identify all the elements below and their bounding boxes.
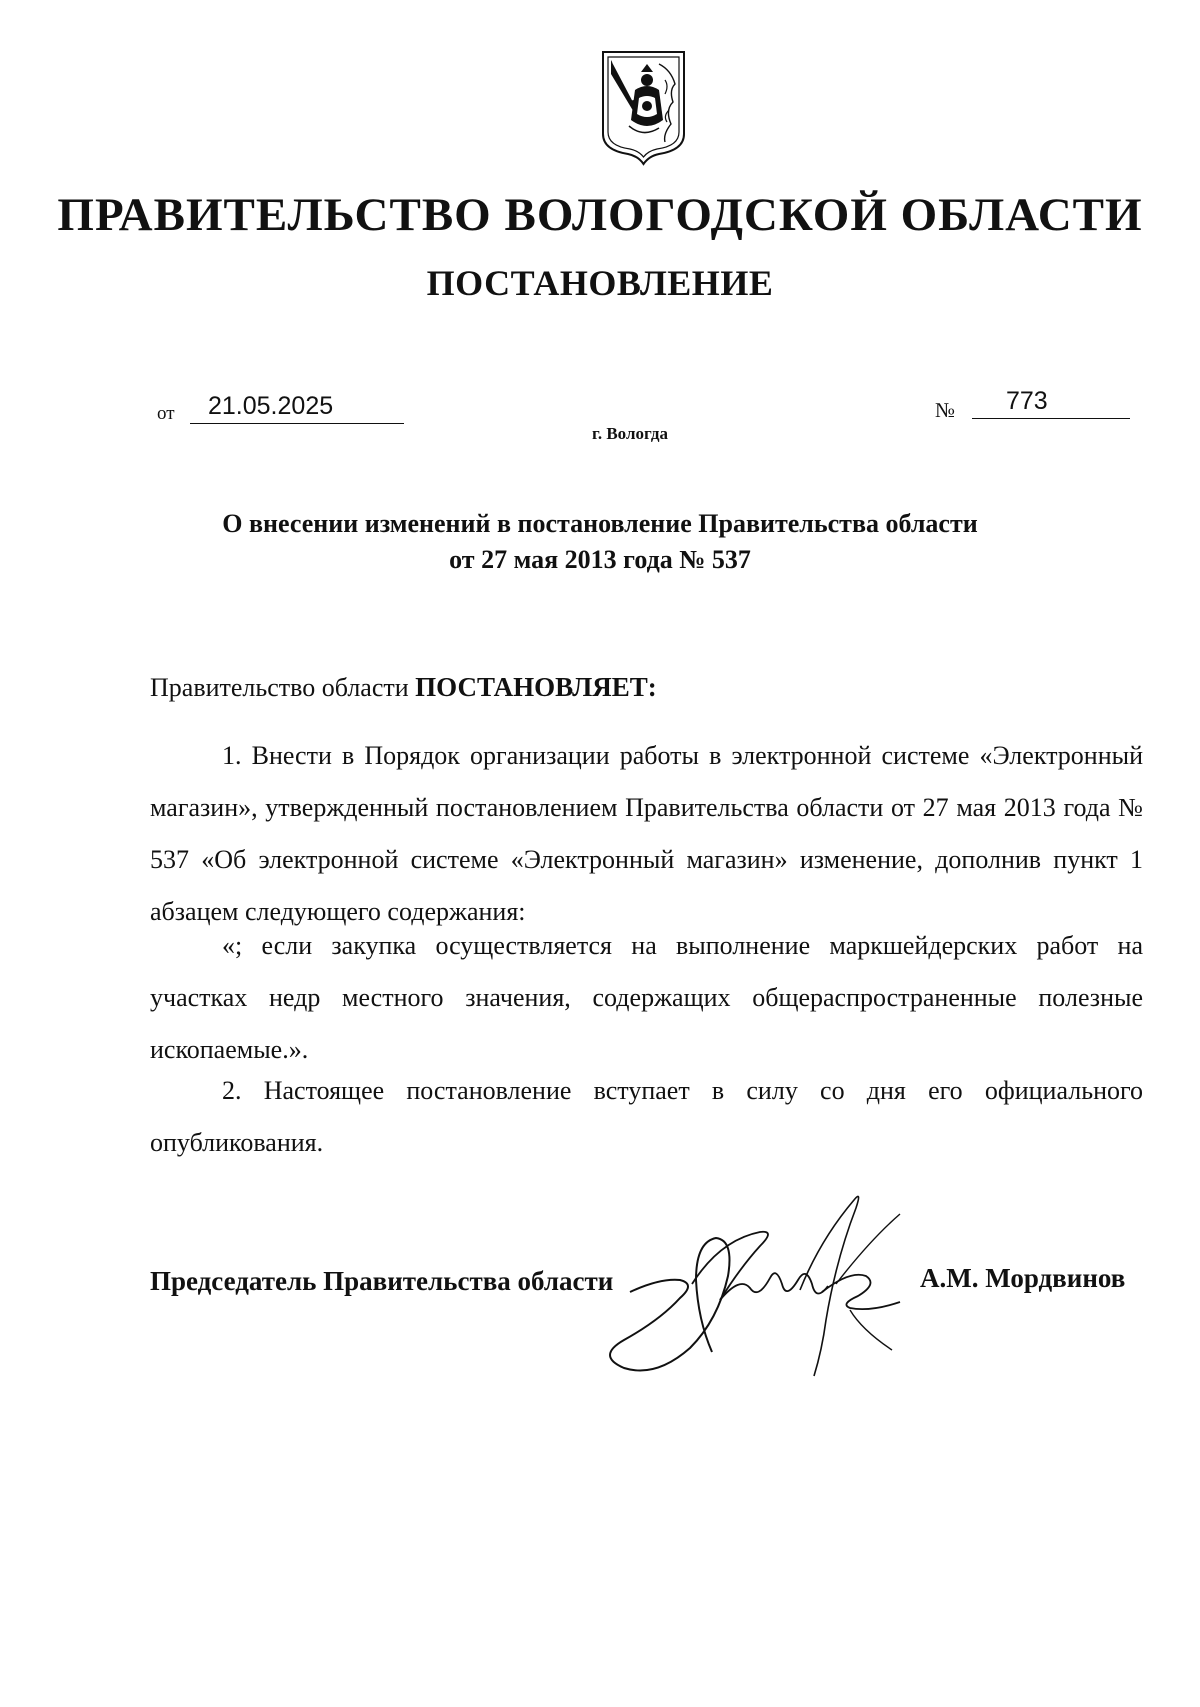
government-title: ПРАВИТЕЛЬСТВО ВОЛОГОДСКОЙ ОБЛАСТИ — [57, 189, 1143, 241]
subject-line-2: от 27 мая 2013 года № 537 — [449, 545, 751, 574]
paragraph-1: 1. Внести в Порядок организации работы в электронной системе «Электронный магазин», утвержденный постановлением Правительства области от 27 мая 2013 года № 537 «Об электронной системе «Электронный магазин» изменение, дополнив пункт 1 абзацем следующего содержания: — [150, 741, 1143, 926]
subject-line-1: О внесении изменений в постановление Правительства области — [222, 509, 978, 538]
document-date: 21.05.2025 — [190, 391, 404, 424]
number-sign: № — [935, 398, 956, 422]
paragraph-2: «; если закупка осуществляется на выполнение маркшейдерских работ на участках недр местного значения, содержащих общераспространенные полезные ископаемые.». — [150, 931, 1143, 1064]
preamble-text: Правительство области — [150, 673, 409, 702]
preamble-bold: ПОСТАНОВЛЯЕТ: — [415, 672, 657, 702]
signer-title: Председатель Правительства области — [150, 1266, 614, 1296]
coat-of-arms-icon — [599, 50, 688, 166]
signer-name: А.М. Мордвинов — [920, 1263, 1126, 1293]
paragraph-3: 2. Настоящее постановление вступает в силу со дня его официального опубликования. — [150, 1076, 1143, 1157]
document-type: ПОСТАНОВЛЕНИЕ — [426, 263, 774, 303]
city: г. Вологда — [592, 424, 668, 443]
document-number: 773 — [972, 387, 1130, 419]
preamble — [150, 661, 1143, 714]
handwritten-signature-icon — [600, 1180, 940, 1390]
document-subject — [0, 506, 1200, 578]
date-prefix: от — [157, 403, 175, 424]
